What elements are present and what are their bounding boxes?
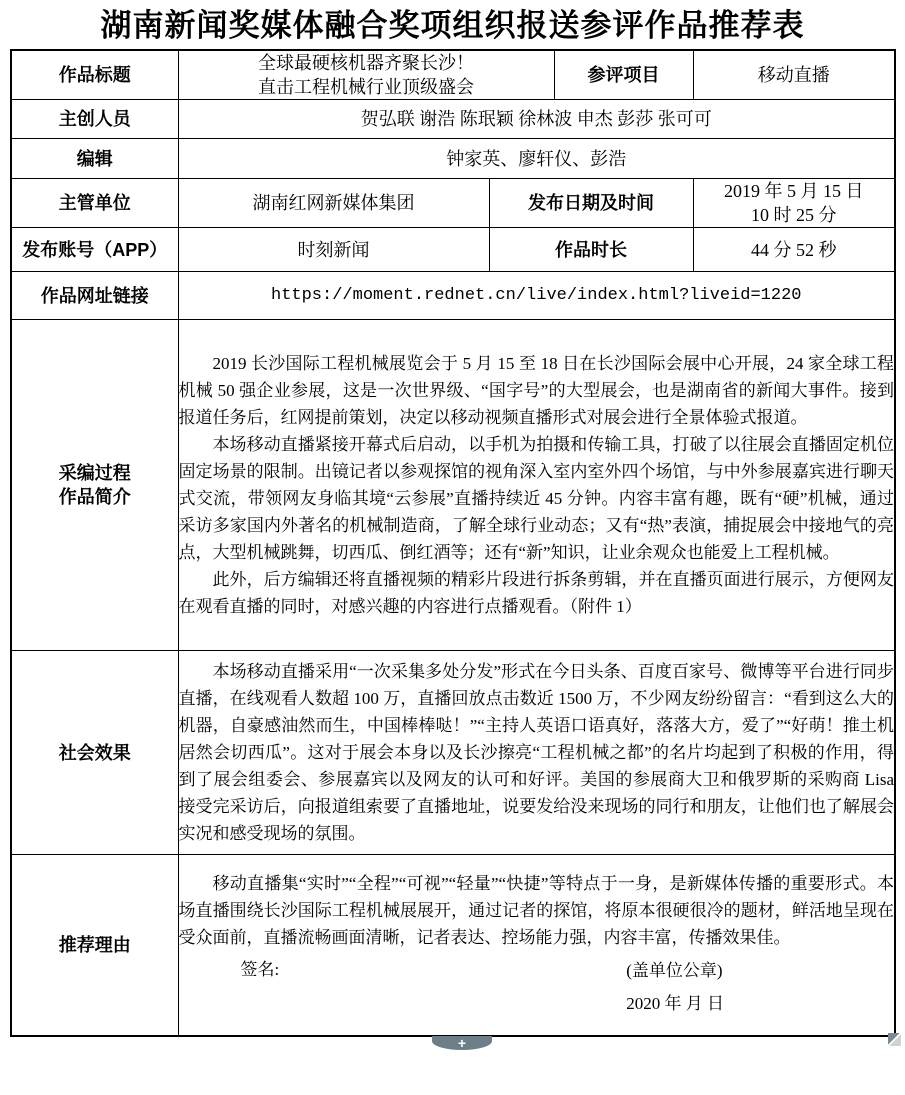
row-social-effect [11, 651, 895, 855]
work-url-link[interactable]: https://moment.rednet.cn/live/index.html?liveid=1220 [178, 272, 895, 320]
paragraph: 本场移动直播采用“一次采集多处分发”形式在今日头条、百度百家号、微博等平台进行同步直播，在线观看人数超 100 万，直播回放点击数近 1500 万，不少网友纷纷留言：“看到这么大的机器，自豪感油然而生，中国棒棒哒！”“主持人英语口语真好，落落大方，爱了”“好萌！推土机居然会切西瓜”。这对于展会本身以及长沙擦亮“工程机械之都”的名片均起到了积极的作用，得到了展会组委会、参展嘉宾以及网友的认可和好评。美国的参展商大卫和俄罗斯的采购商 Lisa 接受完采访后，向报道组索要了直播地址，说要发给没来现场的同行和朋友，让他们也了解展会实况和感受现场的氛围。 [178, 662, 894, 843]
plus-icon: + [457, 1035, 467, 1051]
row-account [11, 228, 895, 272]
intro-label-line2: 作品简介 [58, 487, 131, 507]
supervisor-value: 湖南红网新媒体集团 [178, 179, 489, 228]
row-editor [11, 139, 895, 179]
publish-date-line2: 10 时 25 分 [751, 205, 837, 225]
publish-date-value [693, 179, 895, 228]
social-effect-label: 社会效果 [11, 651, 178, 855]
supervisor-label: 主管单位 [11, 179, 178, 228]
duration-label: 作品时长 [489, 228, 693, 272]
account-value: 时刻新闻 [178, 228, 489, 272]
row-intro [11, 320, 895, 651]
page-title: 湖南新闻奖媒体融合奖项组织报送参评作品推荐表 [100, 8, 805, 43]
add-row-button[interactable] [432, 1036, 492, 1050]
entry-category-label: 参评项目 [554, 50, 693, 100]
creators-value: 贺弘联 谢浩 陈珉颖 徐林波 申杰 彭莎 张可可 [178, 100, 895, 139]
paragraph: 本场移动直播紧接开幕式后启动，以手机为拍摄和传输工具，打破了以往展会直播固定机位固定场景的限制。出镜记者以参观探馆的视角深入室内室外四个场馆，与中外参展嘉宾进行聊天式交流，带领网友身临其境“云参展”直播持续近 45 分钟。内容丰富有趣，既有“硬”机械，通过采访多家国内外著名的机械制造商，了解全球行业动态；又有“热”表演，捕捉展会中接地气的亮点，大型机械跳舞，切西瓜、倒红酒等；还有“新”知识，让业余观众也能爱上工程机械。 [178, 435, 894, 562]
url-label: 作品网址链接 [11, 272, 178, 320]
seal-note: (盖单位公章) [626, 961, 723, 980]
work-title-line1: 全球最硬核机器齐聚长沙！ [258, 53, 474, 73]
creators-label: 主创人员 [11, 100, 178, 139]
publish-date-line1: 2019 年 5 月 15 日 [724, 181, 864, 201]
seal-block [626, 954, 724, 1020]
signature-row [179, 954, 895, 1020]
duration-value: 44 分 52 秒 [693, 228, 895, 272]
recommendation-form-table [10, 49, 896, 1037]
paragraph: 移动直播集“实时”“全程”“可视”“轻量”“快捷”等特点于一身，是新媒体传播的重要形式。本场直播围绕长沙国际工程机械展展开，通过记者的探馆，将原本很硬很冷的题材，鲜活地呈现在受众面前，直播流畅画面清晰，记者表达、控场能力强，内容丰富，传播效果佳。 [178, 874, 894, 947]
row-recommendation [11, 855, 895, 1037]
paragraph: 2019 长沙国际工程机械展览会于 5 月 15 至 18 日在长沙国际会展中心开展，24 家全球工程机械 50 强企业参展，这是一次世界级、“国字号”的大型展会，也是湖南省的新闻大事件。接到报道任务后，红网提前策划，决定以移动视频直播形式对展会进行全景体验式报道。 [178, 354, 894, 427]
row-creators [11, 100, 895, 139]
editor-label: 编辑 [11, 139, 178, 179]
row-url [11, 272, 895, 320]
recommendation-label: 推荐理由 [11, 855, 178, 1037]
paragraph: 此外，后方编辑还将直播视频的精彩片段进行拆条剪辑，并在直播页面进行展示，方便网友在观看直播的同时，对感兴趣的内容进行点播观看。（附件 1） [178, 570, 894, 616]
resize-grip-icon[interactable] [888, 1033, 901, 1046]
intro-label-line1: 采编过程 [58, 463, 131, 483]
below-table-area [0, 1037, 905, 1067]
social-effect-text [178, 651, 895, 855]
intro-label [11, 320, 178, 651]
work-title-line2: 直击工程机械行业顶级盛会 [258, 77, 474, 97]
seal-date: 2020 年 月 日 [626, 994, 724, 1013]
publish-date-label: 发布日期及时间 [489, 179, 693, 228]
recommendation-text [178, 855, 895, 1037]
intro-text [178, 320, 895, 651]
row-work-title [11, 50, 895, 100]
entry-category-value: 移动直播 [693, 50, 895, 100]
editor-value: 钟家英、廖轩仪、彭浩 [178, 139, 895, 179]
work-title-label: 作品标题 [11, 50, 178, 100]
row-supervisor [11, 179, 895, 228]
account-label: 发布账号（APP） [11, 228, 178, 272]
work-title-value [178, 50, 554, 100]
signature-label: 签名: [240, 960, 280, 979]
recommendation-paragraphs [179, 870, 895, 951]
